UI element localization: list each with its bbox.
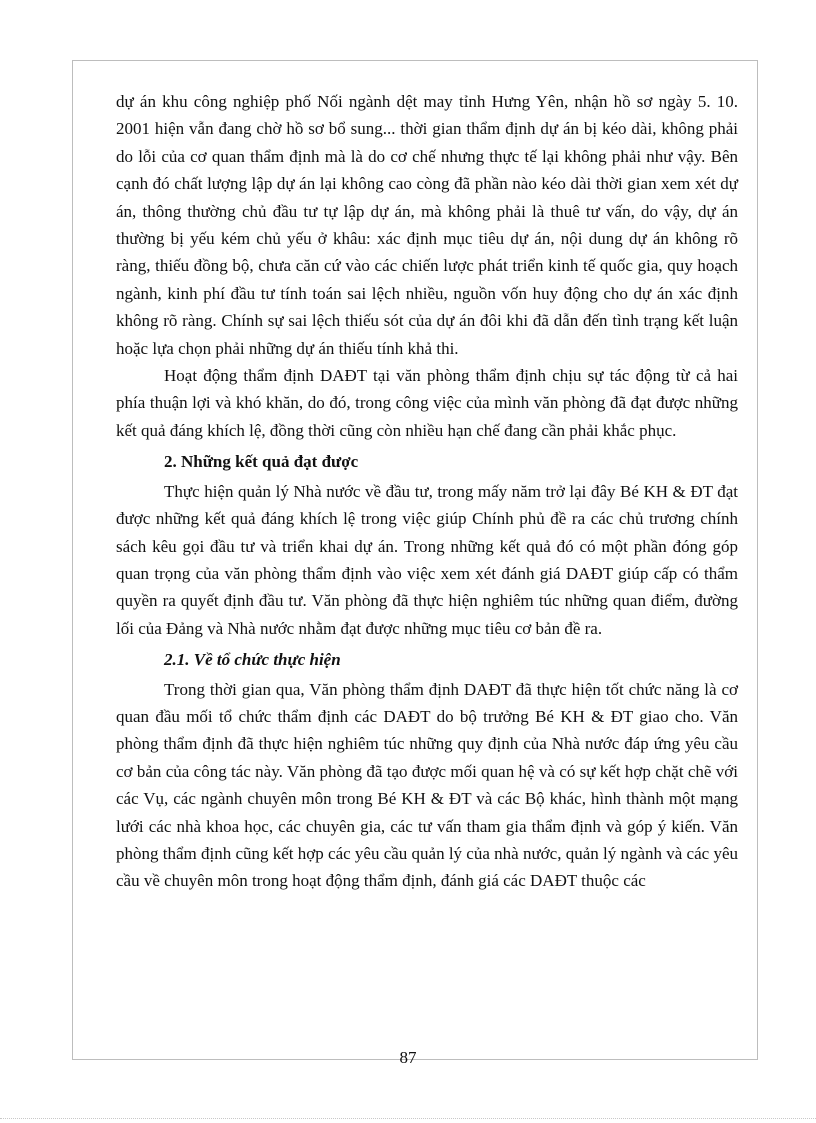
page-number: 87: [399, 1048, 417, 1067]
paragraph-1: dự án khu công nghiệp phố Nối ngành dệt may tỉnh Hưng Yên, nhận hồ sơ ngày 5. 10. 2001 hiện vẫn đang chờ hồ sơ bổ sung... thời gian thẩm định dự án bị kéo dài, không phải do lỗi của cơ quan thẩm định mà là do cơ chế nhưng thực tế lại không phải như vậy. Bên cạnh đó chất lượng lập dự án lại không cao còng đã phần nào kéo dài thời gian xem xét dự án, thông thường chủ đầu tư tự lập dự án, mà không phải là thuê tư vấn, do vậy, dự án thường bị yếu kém chủ yếu ở khâu: xác định mục tiêu dự án, nội dung dự án không rõ ràng, thiếu đồng bộ, chưa căn cứ vào các chiến lược phát triển kinh tế quốc gia, quy hoạch ngành, kinh phí đầu tư tính toán sai lệch nhiều, nguồn vốn huy động cho dự án xác định không rõ ràng. Chính sự sai lệch thiếu sót của dự án đôi khi đã dẫn đến tình trạng kết luận hoặc lựa chọn phải những dự án thiếu tính khả thi.: [116, 92, 738, 358]
paragraph-2: Hoạt động thẩm định DAĐT tại văn phòng thẩm định chịu sự tác động từ cả hai phía thuận lợi và khó khăn, do đó, trong công việc của mình văn phòng đã đạt được những kết quả đáng khích lệ, đồng thời cũng còn nhiều hạn chế đang cần phải khắc phục.: [116, 366, 738, 440]
paragraph-3: Thực hiện quản lý Nhà nước về đầu tư, trong mấy năm trở lại đây Bé KH & ĐT đạt được những kết quả đáng khích lệ trong việc giúp Chính phủ đề ra các chủ trương chính sách kêu gọi đầu tư và triển khai dự án. Trong những kết quả đó có một phần đóng góp quan trọng của văn phòng thẩm định vào việc xem xét đánh giá DAĐT giúp cấp có thẩm quyền ra quyết định đầu tư. Văn phòng đã thực hiện nghiêm túc những quan điểm, đường lối của Đảng và Nhà nước nhằm đạt được những mục tiêu cơ bản đề ra.: [116, 481, 738, 638]
paragraph-4: Trong thời gian qua, Văn phòng thẩm định DAĐT đã thực hiện tốt chức năng là cơ quan đầu mối tổ chức thẩm định các DAĐT do bộ trưởng Bé KH & ĐT giao cho. Văn phòng thẩm định đã thực hiện nghiêm túc những quy định của Nhà nước đáp ứng yêu cầu cơ bản của công tác này. Văn phòng đã tạo được mối quan hệ và có sự kết hợp chặt chẽ với các Vụ, các ngành chuyên môn trong Bé KH & ĐT và các Bộ khác, hình thành một mạng lưới các nhà khoa học, các chuyên gia, các tư vấn tham gia thẩm định và góp ý kiến. Văn phòng thẩm định cũng kết hợp các yêu cầu quản lý của nhà nước, quản lý ngành và các yêu cầu về chuyên môn trong hoạt động thẩm định, đánh giá các DAĐT thuộc các: [116, 679, 738, 891]
bottom-divider: [0, 1118, 816, 1119]
document-body: [116, 88, 738, 895]
section-heading: 2. Những kết quả đạt được: [164, 452, 359, 472]
subsection-heading: 2.1. Về tổ chức thực hiện: [164, 650, 341, 670]
